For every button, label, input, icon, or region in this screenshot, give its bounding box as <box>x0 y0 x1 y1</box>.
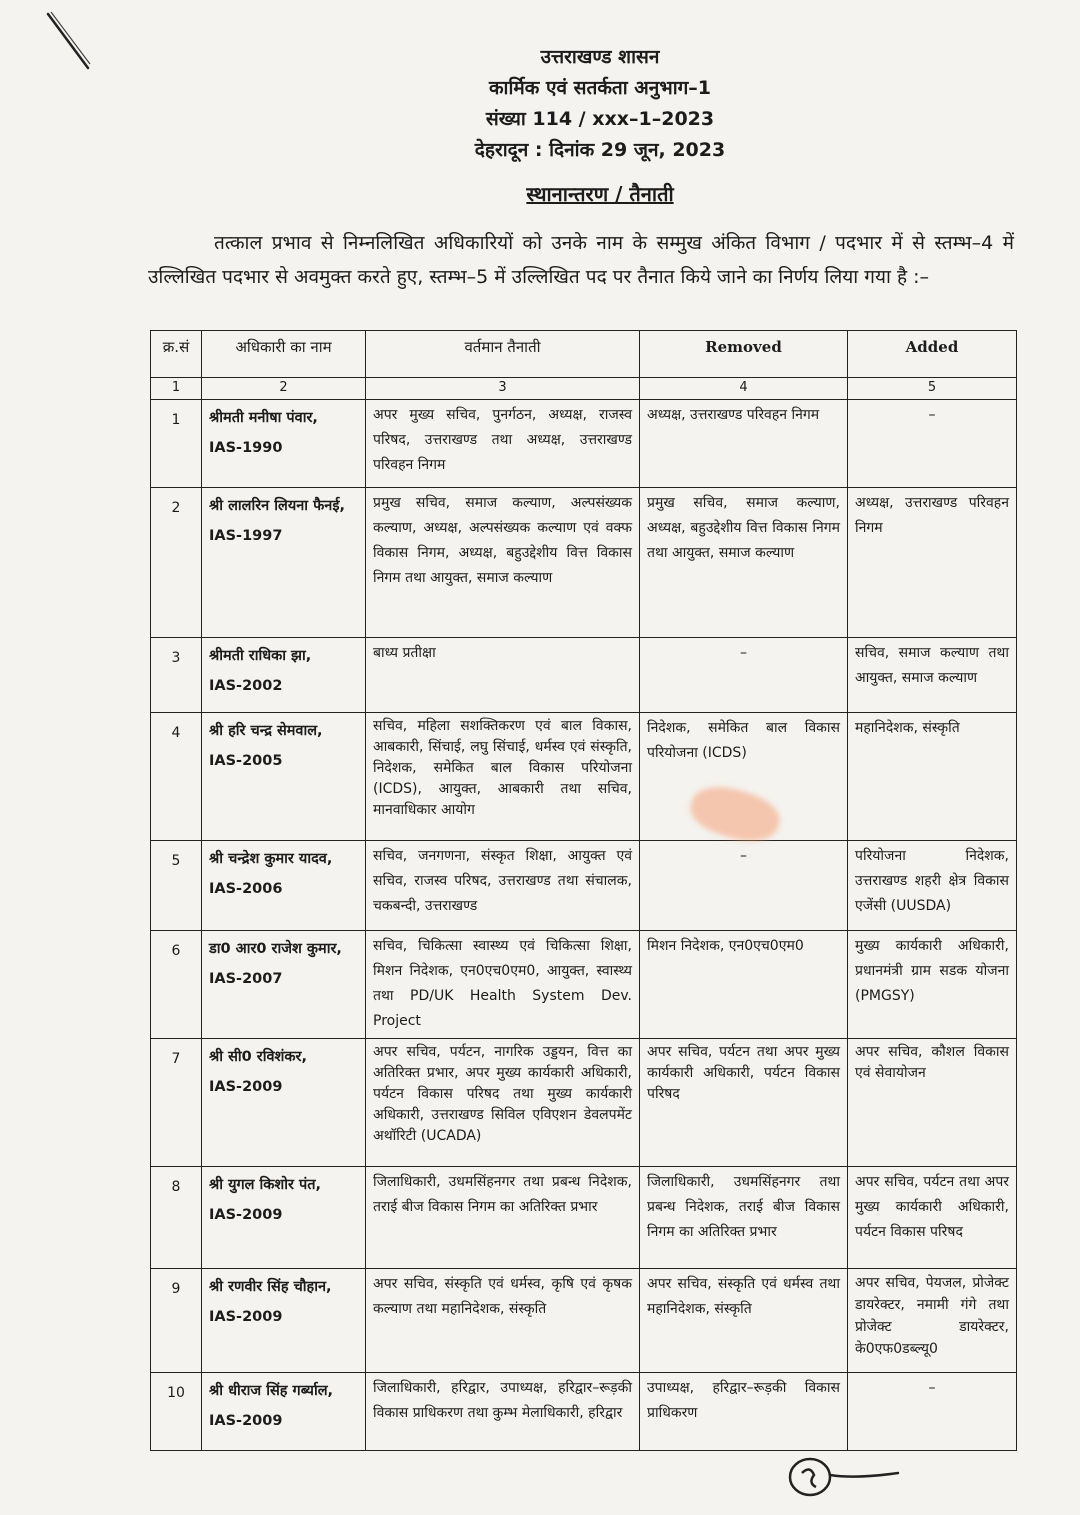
service-batch: IAS-2002 <box>209 678 283 694</box>
officer-cell <box>202 638 366 713</box>
govt-name: उत्तराखण्ड शासन <box>540 46 660 68</box>
officer-name: डा0 आर0 राजेश कुमार, <box>209 941 342 957</box>
department-name: कार्मिक एवं सतर्कता अनुभाग–1 <box>488 77 712 99</box>
officer-cell <box>202 1039 366 1167</box>
serial-number: 9 <box>151 1269 202 1373</box>
serial-number: 1 <box>151 400 202 488</box>
officer-name: श्री हरि चन्द्र सेमवाल, <box>209 723 323 739</box>
officer-name: श्री चन्द्रेश कुमार यादव, <box>209 851 333 867</box>
transfer-table <box>150 330 1017 1451</box>
table-row <box>151 1167 1017 1269</box>
removed-posting: – <box>740 848 747 864</box>
letterhead <box>0 42 1080 166</box>
current-posting: अपर मुख्य सचिव, पुनर्गठन, अध्यक्ष, राजस्व परिषद, उत्तराखण्ड तथा अध्यक्ष, उत्तराखण्ड परिवहन निगम <box>366 400 640 488</box>
removed-posting: अपर सचिव, पर्यटन तथा अपर मुख्य कार्यकारी अधिकारी, पर्यटन विकास परिषद <box>640 1039 848 1167</box>
service-batch: IAS-1997 <box>209 528 283 544</box>
added-posting: अध्यक्ष, उत्तराखण्ड परिवहन निगम <box>848 488 1017 638</box>
table-header-row <box>151 331 1017 378</box>
officer-cell <box>202 1167 366 1269</box>
table-row <box>151 638 1017 713</box>
service-batch: IAS-2009 <box>209 1413 283 1429</box>
col-number: 5 <box>848 378 1017 400</box>
table-row <box>151 488 1017 638</box>
added-posting: परियोजना निदेशक, उत्तराखण्ड शहरी क्षेत्र विकास एजेंसी (UUSDA) <box>848 841 1017 931</box>
officer-cell <box>202 1269 366 1373</box>
current-posting: अपर सचिव, पर्यटन, नागरिक उड्डयन, वित्त का अतिरिक्त प्रभार, अपर मुख्य कार्यकारी अधिकारी, पर्यटन विकास परिषद तथा मुख्य कार्यकारी अधिकारी, उत्तराखण्ड सिविल एविएशन डेवलपमेंट अथॉरिटी (UCADA) <box>366 1039 640 1167</box>
officer-name: श्री सी0 रविशंकर, <box>209 1049 307 1065</box>
current-posting: जिलाधिकारी, हरिद्वार, उपाध्यक्ष, हरिद्वार–रूड़की विकास प्राधिकरण तथा कुम्भ मेलाधिकारी, हरिद्वार <box>366 1373 640 1451</box>
serial-number: 3 <box>151 638 202 713</box>
officer-cell <box>202 1373 366 1451</box>
service-batch: IAS-1990 <box>209 440 283 456</box>
removed-cell <box>640 841 848 931</box>
col-number: 4 <box>640 378 848 400</box>
removed-cell <box>640 638 848 713</box>
officer-name: श्री लालरिन लियना फैनई, <box>209 498 345 514</box>
officer-name: श्रीमती राधिका झा, <box>209 648 312 664</box>
removed-posting: प्रमुख सचिव, समाज कल्याण, अध्यक्ष, बहुउद्देशीय वित्त विकास निगम तथा आयुक्त, समाज कल्याण <box>640 488 848 638</box>
current-posting: जिलाधिकारी, उधमसिंहनगर तथा प्रबन्ध निदेशक, तराई बीज विकास निगम का अतिरिक्त प्रभार <box>366 1167 640 1269</box>
header-current-posting: वर्तमान तैनाती <box>366 331 640 378</box>
header-officer-name: अधिकारी का नाम <box>202 331 366 378</box>
service-batch: IAS-2009 <box>209 1079 283 1095</box>
service-batch: IAS-2005 <box>209 753 283 769</box>
added-posting: मुख्य कार्यकारी अधिकारी, प्रधानमंत्री ग्राम सडक योजना (PMGSY) <box>848 931 1017 1039</box>
added-cell <box>848 1373 1017 1451</box>
removed-posting: निदेशक, समेकित बाल विकास परियोजना (ICDS) <box>640 713 848 841</box>
officer-cell <box>202 488 366 638</box>
handwritten-initial <box>786 1453 906 1503</box>
added-posting: अपर सचिव, कौशल विकास एवं सेवायोजन <box>848 1039 1017 1167</box>
added-posting: – <box>928 1380 936 1396</box>
officer-name: श्री रणवीर सिंह चौहान, <box>209 1279 332 1295</box>
header-serial: क्र.सं <box>151 331 202 378</box>
added-posting: महानिदेशक, संस्कृति <box>848 713 1017 841</box>
header-added: Added <box>848 331 1017 378</box>
table-row <box>151 1039 1017 1167</box>
service-batch: IAS-2006 <box>209 881 283 897</box>
service-batch: IAS-2007 <box>209 971 283 987</box>
added-posting: अपर सचिव, पर्यटन तथा अपर मुख्य कार्यकारी अधिकारी, पर्यटन विकास परिषद <box>848 1167 1017 1269</box>
intro-paragraph: तत्काल प्रभाव से निम्नलिखित अधिकारियों को उनके नाम के सम्मुख अंकित विभाग / पदभार में से स्तम्भ–4 में उल्लिखित पदभार से अवमुक्त करते हुए, स्तम्भ–5 में उल्लिखित पद पर तैनात किये जाने का निर्णय लिया गया है :– <box>148 232 1014 288</box>
added-cell <box>848 400 1017 488</box>
current-posting: सचिव, चिकित्सा स्वास्थ्य एवं चिकित्सा शिक्षा, मिशन निदेशक, एन0एच0एम0, आयुक्त, स्वास्थ्य तथा PD/UK Health System Dev. Project <box>366 931 640 1039</box>
serial-number: 5 <box>151 841 202 931</box>
serial-number: 4 <box>151 713 202 841</box>
table-row <box>151 400 1017 488</box>
removed-posting: – <box>740 645 747 661</box>
serial-number: 7 <box>151 1039 202 1167</box>
serial-number: 8 <box>151 1167 202 1269</box>
current-posting: बाध्य प्रतीक्षा <box>366 638 640 713</box>
header-removed: Removed <box>640 331 848 378</box>
table-row <box>151 841 1017 931</box>
officer-name: श्री युगल किशोर पंत, <box>209 1177 322 1193</box>
current-posting: सचिव, महिला सशक्तिकरण एवं बाल विकास, आबकारी, सिंचाई, लघु सिंचाई, धर्मस्व एवं संस्कृति, निदेशक, समेकित बाल विकास परियोजना (ICDS), आयुक्त, आबकारी तथा सचिव, मानवाधिकार आयोग <box>366 713 640 841</box>
col-number: 2 <box>202 378 366 400</box>
subject-text: स्थानान्तरण / तैनाती <box>526 182 674 206</box>
removed-posting: अपर सचिव, संस्कृति एवं धर्मस्व तथा महानिदेशक, संस्कृति <box>640 1269 848 1373</box>
current-posting: अपर सचिव, संस्कृति एवं धर्मस्व, कृषि एवं कृषक कल्याण तथा महानिदेशक, संस्कृति <box>366 1269 640 1373</box>
table-row <box>151 713 1017 841</box>
officer-name: श्रीमती मनीषा पंवार, <box>209 410 318 426</box>
serial-number: 6 <box>151 931 202 1039</box>
col-number: 1 <box>151 378 202 400</box>
current-posting: प्रमुख सचिव, समाज कल्याण, अल्पसंख्यक कल्याण, अध्यक्ष, अल्पसंख्यक कल्याण एवं वक्फ विकास निगम, अध्यक्ष, बहुउद्देशीय वित्त विकास निगम तथा आयुक्त, समाज कल्याण <box>366 488 640 638</box>
removed-posting: उपाध्यक्ष, हरिद्वार–रूड़की विकास प्राधिकरण <box>640 1373 848 1451</box>
added-posting: – <box>928 407 936 423</box>
removed-posting: मिशन निदेशक, एन0एच0एम0 <box>640 931 848 1039</box>
col-number: 3 <box>366 378 640 400</box>
added-posting: सचिव, समाज कल्याण तथा आयुक्त, समाज कल्याण <box>848 638 1017 713</box>
officer-name: श्री धीराज सिंह गर्ब्याल, <box>209 1383 334 1399</box>
officer-cell <box>202 931 366 1039</box>
officer-cell <box>202 841 366 931</box>
removed-posting: जिलाधिकारी, उधमसिंहनगर तथा प्रबन्ध निदेशक, तराई बीज विकास निगम का अतिरिक्त प्रभार <box>640 1167 848 1269</box>
serial-number: 2 <box>151 488 202 638</box>
serial-number: 10 <box>151 1373 202 1451</box>
table-row <box>151 1269 1017 1373</box>
order-number: संख्या 114 / xxx–1–2023 <box>485 108 715 130</box>
service-batch: IAS-2009 <box>209 1309 283 1325</box>
table-row <box>151 1373 1017 1451</box>
officer-cell <box>202 713 366 841</box>
order-date: देहरादून : दिनांक 29 जून, 2023 <box>474 139 726 161</box>
table-row <box>151 931 1017 1039</box>
current-posting: सचिव, जनगणना, संस्कृत शिक्षा, आयुक्त एवं सचिव, राजस्व परिषद, उत्तराखण्ड तथा संचालक, चकबन्दी, उत्तराखण्ड <box>366 841 640 931</box>
removed-posting: अध्यक्ष, उत्तराखण्ड परिवहन निगम <box>640 400 848 488</box>
subject-heading <box>0 180 1080 207</box>
service-batch: IAS-2009 <box>209 1207 283 1223</box>
officer-cell <box>202 400 366 488</box>
column-number-row <box>151 378 1017 400</box>
added-posting: अपर सचिव, पेयजल, प्रोजेक्ट डायरेक्टर, नमामी गंगे तथा प्रोजेक्ट डायरेक्टर, के0एफ0डब्ल्यू0 <box>848 1269 1017 1373</box>
